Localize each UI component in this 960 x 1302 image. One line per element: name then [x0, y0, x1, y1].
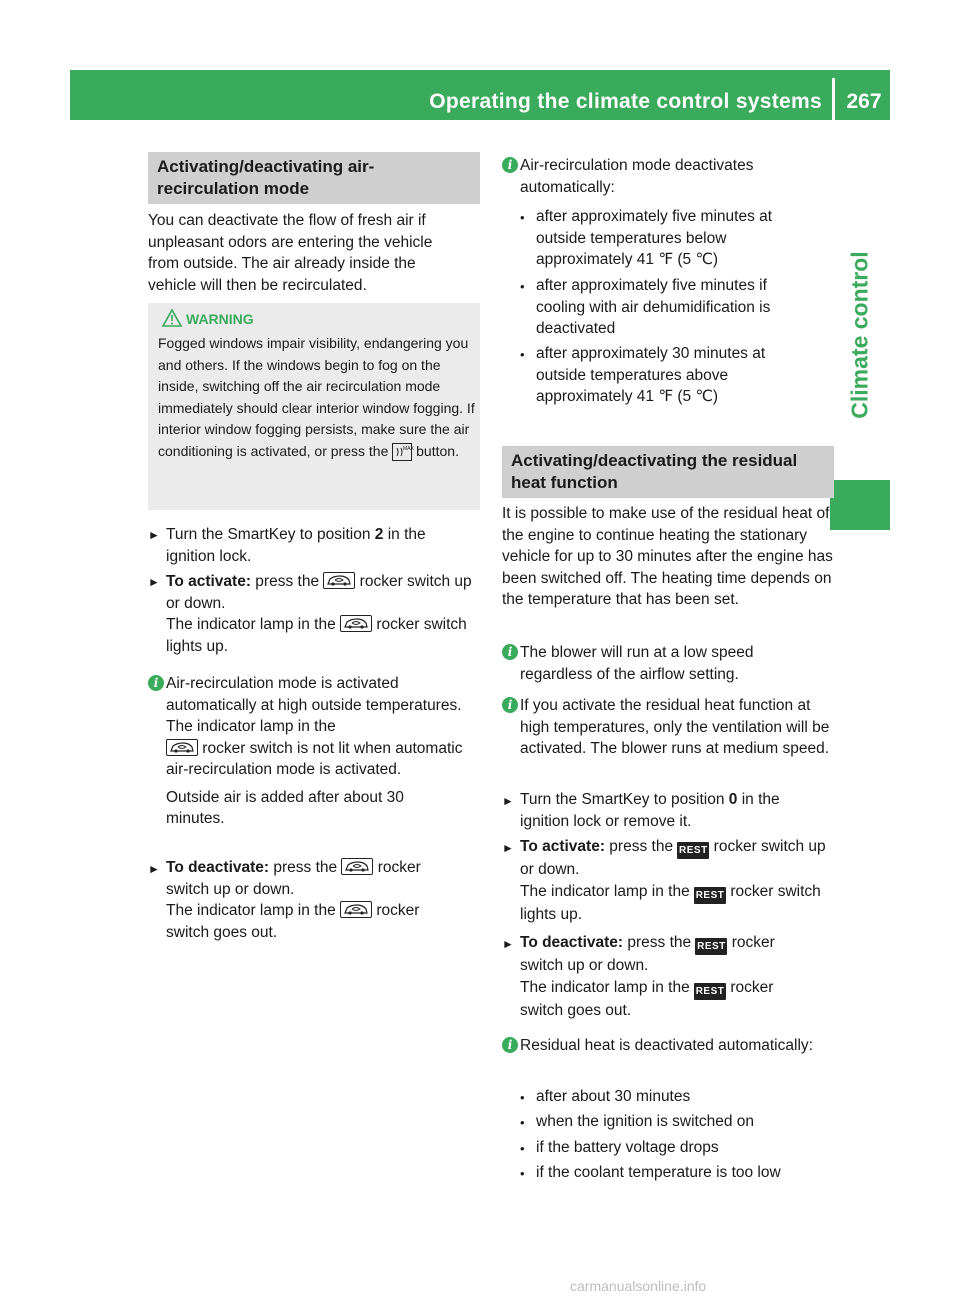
section-title-line: Activating/deactivating the residual: [511, 451, 798, 470]
warning-triangle-icon: [162, 309, 182, 327]
step-deactivate: [166, 857, 466, 943]
warning-text: [158, 333, 476, 462]
bullet-icon: •: [520, 1115, 525, 1130]
bullet-icon: •: [520, 1141, 525, 1156]
step-label: To deactivate:: [166, 859, 270, 876]
step-arrow-icon: ►: [148, 862, 160, 876]
car-recirculation-icon: [341, 858, 373, 875]
residual-intro-paragraph: It is possible to make use of the residual heat of the engine to continue heating the stationary vehicle for up to 30 minutes after the engine has been switched off. The heating time depends on the temperature that has been set.: [502, 505, 833, 608]
info-icon: i: [502, 1037, 518, 1053]
info-high-temp: If you activate the residual heat function at high temperatures, only the ventilation will be activated. The blower runs at medium speed.: [520, 697, 830, 757]
page-number: 267: [846, 90, 882, 113]
step-arrow-icon: ►: [502, 794, 514, 808]
info-blower: The blower will run at a low speed regardless of the airflow setting.: [520, 644, 754, 683]
warning-text-part: button.: [416, 442, 459, 459]
step-label: To activate:: [166, 573, 251, 590]
info-residual-auto-off: Residual heat is deactivated automatically:: [520, 1037, 813, 1054]
step-deactivate: [520, 932, 820, 1021]
car-recirculation-icon: [323, 572, 355, 589]
step-activate: [520, 836, 838, 925]
text: Turn the SmartKey to position: [520, 791, 729, 808]
text: rocker switch is not lit when automatic air-recirculation mode is activated.: [166, 739, 463, 778]
step-smartkey: [520, 789, 820, 832]
warning-text-part: Fogged windows impair visibility, endangering you and others. If the windows begin to fog on the inside, switching off the air recirculation mode immediately should clear interior window fogging. If interior window fogging persists, make sure the air conditioning is activated, or press the: [158, 335, 475, 459]
header-bar: [70, 70, 890, 120]
warning-title: WARNING: [186, 311, 254, 327]
step-arrow-icon: ►: [502, 841, 514, 855]
section-title-air-recirculation: [148, 152, 480, 204]
rest-button-icon: REST: [695, 938, 727, 955]
side-tab: [830, 185, 890, 485]
list-item: after approximately 30 minutes at outside temperatures above approximately 41 ℉ (5 ℃): [536, 345, 766, 405]
watermark-footer: carmanualsonline.info: [570, 1278, 707, 1294]
text: in the ignition lock or remove it.: [520, 791, 780, 830]
intro-paragraph: You can deactivate the flow of fresh air if unpleasant odors are entering the vehicle from outside. The air already inside the vehicle will then be recirculated.: [148, 212, 433, 294]
section-title-line: Activating/deactivating air-: [157, 157, 375, 176]
text: rocker switch up or down.: [166, 859, 421, 898]
text: rocker switch goes out.: [520, 978, 774, 1019]
text: The indicator lamp in the: [166, 902, 336, 919]
step-label: To activate:: [520, 838, 605, 855]
text: The indicator lamp in the: [166, 616, 336, 633]
step-arrow-icon: ►: [148, 575, 160, 589]
list-item: when the ignition is switched on: [536, 1113, 754, 1130]
text: Air-recirculation mode is activated automatically at high outside temperatures. The indicator lamp in the: [166, 675, 462, 735]
header-separator: [832, 78, 835, 120]
list-item: if the coolant temperature is too low: [536, 1164, 781, 1181]
rest-button-icon: REST: [694, 983, 726, 1000]
text: in the ignition lock.: [166, 526, 426, 565]
text: Outside air is added after about 30 minutes.: [166, 788, 404, 827]
text: The indicator lamp in the: [520, 882, 690, 900]
text: rocker switch lights up.: [520, 882, 821, 923]
text: rocker switch lights up.: [166, 616, 467, 655]
rest-button-icon: REST: [677, 842, 709, 859]
info-recirculation-auto-off: Air-recirculation mode deactivates automatically:: [520, 157, 754, 196]
position-value: 0: [728, 791, 738, 808]
info-icon: i: [502, 644, 518, 660]
list-item: after approximately five minutes if cooling with air dehumidification is deactivated: [536, 277, 771, 337]
bullet-icon: •: [520, 279, 525, 294]
info-icon: i: [148, 675, 164, 691]
bullet-icon: •: [520, 210, 525, 225]
warning-box: [148, 303, 480, 510]
car-recirculation-icon: [340, 901, 372, 918]
text: The indicator lamp in the: [520, 978, 690, 996]
svg-text:MAX: MAX: [402, 445, 414, 452]
list-item: after about 30 minutes: [536, 1088, 691, 1105]
text: press the: [251, 573, 320, 590]
step-smartkey: [166, 524, 466, 567]
section-title-line: heat function: [511, 473, 618, 492]
text: rocker switch up or down.: [166, 573, 472, 612]
text: rocker switch up or down.: [520, 838, 826, 878]
step-arrow-icon: ►: [148, 528, 160, 542]
bullet-icon: •: [520, 347, 525, 362]
position-value: 2: [374, 526, 384, 543]
side-tab-marker: [830, 480, 890, 530]
text: Turn the SmartKey to position: [166, 526, 375, 543]
list-item: after approximately five minutes at outside temperatures below approximately 41 ℉ (5 ℃): [536, 208, 773, 268]
list-item: if the battery voltage drops: [536, 1139, 719, 1156]
max-defrost-icon: [392, 443, 412, 461]
step-label: To deactivate:: [520, 934, 624, 951]
info-icon: i: [502, 697, 518, 713]
text: press the: [623, 934, 692, 951]
text: press the: [605, 838, 674, 855]
bullet-icon: •: [520, 1166, 525, 1181]
car-recirculation-icon: [340, 615, 372, 632]
rest-button-icon: REST: [694, 887, 726, 904]
info-icon: i: [502, 157, 518, 173]
info-auto-recirculation: [166, 673, 466, 830]
text: rocker switch up or down.: [520, 934, 775, 974]
step-arrow-icon: ►: [502, 937, 514, 951]
section-title-residual-heat: [502, 446, 834, 498]
bullet-icon: •: [520, 1090, 525, 1105]
step-activate: [166, 571, 484, 657]
page-header-title: Operating the climate control systems: [429, 90, 822, 113]
section-title-line: recirculation mode: [157, 179, 310, 198]
text: press the: [269, 859, 338, 876]
side-tab-label: Climate control: [846, 251, 873, 419]
text: rocker switch goes out.: [166, 902, 420, 941]
car-recirculation-icon: [166, 739, 198, 756]
